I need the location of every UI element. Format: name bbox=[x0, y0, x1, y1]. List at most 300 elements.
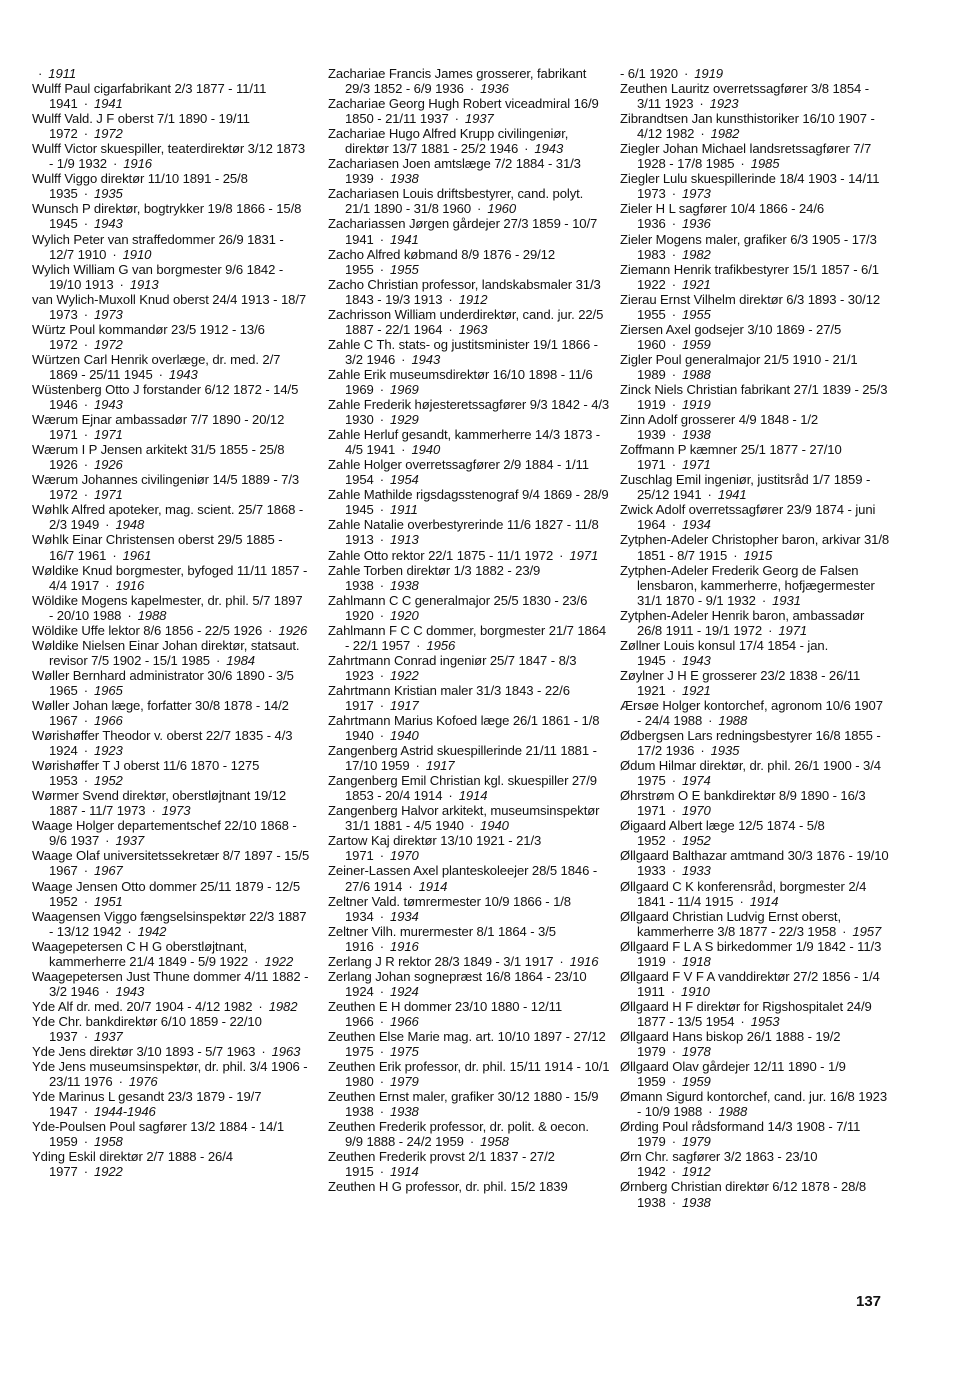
entry-year: 1910 bbox=[681, 983, 710, 999]
register-entry bbox=[32, 638, 310, 668]
separator-dot: · bbox=[105, 833, 110, 849]
entry-text: Zangenberg Emil Christian kgl. skuespiller 27/9 1853 - 20/4 1914 bbox=[328, 773, 597, 804]
register-entry bbox=[32, 1119, 310, 1149]
entry-text: Zeuthen H G professor, dr. phil. 15/2 1839 bbox=[328, 1179, 568, 1195]
register-entry bbox=[328, 367, 610, 397]
entry-text: Zeiner-Lassen Axel planteskoleejer 28/5 1846 - 27/6 1914 bbox=[328, 863, 598, 894]
entry-text: Ømann Sigurd kontorchef, cand. jur. 16/8 1923 - 10/9 1988 bbox=[620, 1089, 888, 1120]
register-entry bbox=[620, 66, 890, 81]
separator-dot: · bbox=[83, 126, 88, 142]
entry-text: Zahle C Th. stats- og justitsminister 19/1 1866 - 3/2 1946 bbox=[328, 336, 598, 367]
entry-year: 1943 bbox=[94, 216, 123, 232]
register-entry bbox=[328, 1179, 610, 1194]
register-entry bbox=[328, 999, 610, 1029]
register-entry bbox=[32, 141, 310, 171]
entry-text: Zahrtmann Conrad ingeniør 25/7 1847 - 8/3 1923 bbox=[328, 652, 577, 683]
entry-year: 1943 bbox=[534, 141, 564, 157]
register-entry bbox=[328, 743, 610, 773]
entry-year: 1940 bbox=[480, 818, 509, 834]
entry-year: 1924 bbox=[390, 983, 419, 999]
separator-dot: · bbox=[671, 1044, 676, 1060]
register-entry bbox=[328, 969, 610, 999]
register-entry bbox=[32, 788, 310, 818]
entry-text: Zachariassen Jørgen gårdejer 27/3 1859 - 10/7 1941 bbox=[328, 216, 598, 247]
entry-text: Wøhlk Einar Christensen oberst 29/5 1885 - 16/7 1961 bbox=[32, 532, 283, 563]
register-entry bbox=[32, 909, 310, 939]
register-entry bbox=[328, 247, 610, 277]
separator-dot: · bbox=[671, 833, 676, 849]
entry-text: Zahlmann C C generalmajor 25/5 1830 - 23/6 1920 bbox=[328, 592, 588, 623]
register-entry bbox=[328, 954, 610, 969]
register-entry bbox=[32, 111, 310, 141]
separator-dot: · bbox=[699, 96, 704, 112]
separator-dot: · bbox=[379, 502, 384, 518]
register-entry bbox=[328, 66, 610, 96]
register-entry bbox=[620, 818, 890, 848]
register-entry bbox=[620, 698, 890, 728]
entry-text: van Wylich-Muxoll Knud oberst 24/4 1913 - 18/7 1973 bbox=[32, 291, 307, 322]
entry-text: Zeuthen E H dommer 23/10 1880 - 12/11 1966 bbox=[328, 998, 563, 1029]
entry-text: Zacho Alfred købmand 8/9 1876 - 29/12 1955 bbox=[328, 246, 556, 277]
separator-dot: · bbox=[379, 171, 384, 187]
separator-dot: · bbox=[379, 1164, 384, 1180]
entry-year: 1934 bbox=[390, 908, 419, 924]
entry-text: Zahle Frederik højesteretssagfører 9/3 1842 - 4/3 1930 bbox=[328, 397, 610, 428]
entry-year: 1914 bbox=[390, 1164, 419, 1180]
separator-dot: · bbox=[379, 1013, 384, 1029]
entry-text: Waage Holger departementschef 22/10 1868 - 9/6 1937 bbox=[32, 818, 297, 849]
separator-dot: · bbox=[379, 1074, 384, 1090]
entry-text: Wulff Viggo direktør 11/10 1891 - 25/8 1935 bbox=[32, 171, 248, 202]
entry-year: 1929 bbox=[390, 412, 419, 428]
register-entry bbox=[328, 277, 610, 307]
entry-year: 1922 bbox=[264, 953, 294, 969]
register-entry bbox=[328, 683, 610, 713]
entry-text: Zahle Erik museumsdirektør 16/10 1898 - 11/6 1969 bbox=[328, 366, 593, 397]
register-entry bbox=[328, 863, 610, 893]
separator-dot: · bbox=[761, 592, 767, 608]
register-entry bbox=[620, 1149, 890, 1179]
register-entry bbox=[620, 412, 890, 442]
entry-text: Øllgaard Christian Ludvig Ernst oberst, kammerherre 3/8 1877 - 22/3 1958 bbox=[620, 908, 841, 939]
entry-year: 1966 bbox=[94, 713, 123, 729]
entry-text: Wørmer Svend direktør, oberstløjtnant 19/12 1887 - 11/7 1973 bbox=[32, 788, 287, 819]
separator-dot: · bbox=[671, 517, 676, 533]
column-3 bbox=[620, 66, 890, 1210]
separator-dot: · bbox=[768, 622, 773, 638]
separator-dot: · bbox=[379, 381, 384, 397]
separator-dot: · bbox=[379, 412, 384, 428]
register-entry bbox=[328, 96, 610, 126]
separator-dot: · bbox=[151, 803, 156, 819]
entry-text: Zwick Adolf overretssagfører 23/9 1874 - juni 1964 bbox=[620, 502, 876, 533]
entry-text: Ærsøe Holger kontorchef, agronom 10/6 1907 - 24/4 1988 bbox=[620, 697, 883, 729]
entry-text: Øllgaard C K konferensråd, borgmester 2/4 1841 - 11/4 1915 bbox=[620, 878, 867, 909]
entry-year: 1944-1946 bbox=[94, 1104, 156, 1120]
entry-text: Yde Alf dr. med. 20/7 1904 - 4/12 1982 bbox=[32, 998, 253, 1014]
entry-year: 1954 bbox=[390, 472, 419, 488]
entry-year: 1972 bbox=[94, 126, 123, 142]
entry-year: 1937 bbox=[115, 833, 145, 849]
entry-text: Waagepetersen Just Thune dommer 4/11 1882 - 3/2 1946 bbox=[32, 968, 309, 999]
register-entry bbox=[620, 442, 890, 472]
register-entry bbox=[620, 909, 890, 939]
register-entry bbox=[328, 653, 610, 683]
entry-year: 1963 bbox=[271, 1044, 301, 1060]
separator-dot: · bbox=[379, 1044, 384, 1060]
separator-dot: · bbox=[469, 1134, 475, 1150]
entry-year: 1943 bbox=[168, 366, 198, 382]
entry-text: Zeuthen Erik professor, dr. phil. 15/11 1914 - 10/1 1980 bbox=[328, 1059, 610, 1090]
separator-dot: · bbox=[83, 487, 88, 503]
entry-year: 1942 bbox=[137, 923, 167, 939]
entry-year: 1956 bbox=[426, 637, 456, 653]
separator-dot: · bbox=[379, 261, 384, 277]
register-entry bbox=[32, 66, 310, 81]
register-entry bbox=[32, 593, 310, 623]
page-number: 137 bbox=[856, 1293, 882, 1310]
entry-year: 1918 bbox=[682, 953, 711, 969]
entry-text: Waage Jensen Otto dommer 25/11 1879 - 12/5 1952 bbox=[32, 878, 301, 909]
entry-year: 1936 bbox=[682, 216, 711, 232]
entry-year: 1971 bbox=[94, 427, 123, 443]
register-entry bbox=[32, 728, 310, 758]
separator-dot: · bbox=[683, 66, 689, 81]
entry-year: 1960 bbox=[487, 201, 517, 217]
separator-dot: · bbox=[671, 1074, 676, 1090]
entry-text: Yde Chr. bankdirektør 6/10 1859 - 22/10 1937 bbox=[32, 1013, 262, 1044]
register-entry bbox=[32, 563, 310, 593]
entry-year: 1917 bbox=[425, 758, 455, 774]
entry-text: Zytphen-Adeler Christopher baron, arkivar 31/8 1851 - 8/7 1915 bbox=[620, 532, 890, 563]
register-entry bbox=[620, 1029, 890, 1059]
separator-dot: · bbox=[671, 427, 676, 443]
register-entry bbox=[620, 1059, 890, 1089]
entry-year: 1911 bbox=[390, 502, 418, 518]
entry-text: Øllgaard F V F A vanddirektør 27/2 1856 - 1/4 1911 bbox=[620, 968, 880, 999]
entry-text: Wöldike Uffe lektor 8/6 1856 - 22/5 1926 bbox=[32, 622, 263, 638]
entry-text: Zacho Christian professor, landskabsmaler 31/3 1843 - 19/3 1913 bbox=[328, 276, 601, 307]
separator-dot: · bbox=[448, 291, 453, 307]
separator-dot: · bbox=[416, 637, 421, 653]
separator-dot: · bbox=[254, 953, 259, 969]
entry-year: 1952 bbox=[682, 833, 711, 849]
entry-year: 1955 bbox=[390, 261, 419, 277]
entry-text: Zoffmann P kæmner 25/1 1877 - 27/10 1971 bbox=[620, 442, 842, 473]
entry-year: 1965 bbox=[94, 682, 123, 698]
entry-text: Wunsch P direktør, bogtrykker 19/8 1866 - 15/8 1945 bbox=[32, 201, 302, 232]
separator-dot: · bbox=[469, 81, 475, 97]
register-entry bbox=[620, 638, 890, 668]
separator-dot: · bbox=[379, 1104, 384, 1120]
separator-dot: · bbox=[379, 908, 384, 924]
separator-dot: · bbox=[671, 953, 676, 969]
entry-text: Wøller Johan læge, forfatter 30/8 1878 - 14/2 1967 bbox=[32, 697, 289, 729]
separator-dot: · bbox=[733, 547, 738, 563]
separator-dot: · bbox=[379, 607, 384, 623]
entry-year: 1910 bbox=[122, 246, 152, 262]
entry-year: 1975 bbox=[390, 1044, 419, 1060]
separator-dot: · bbox=[700, 126, 705, 142]
entry-text: Øllgaard Hans biskop 26/1 1888 - 19/2 1979 bbox=[620, 1029, 841, 1060]
separator-dot: · bbox=[448, 788, 453, 804]
entry-year: 1971 bbox=[778, 622, 808, 638]
register-entry bbox=[620, 1089, 890, 1119]
register-entry bbox=[32, 758, 310, 788]
register-entry bbox=[32, 81, 310, 111]
entry-text: Wærum Ejnar ambassadør 7/7 1890 - 20/12 1971 bbox=[32, 412, 285, 443]
register-entry bbox=[32, 623, 310, 638]
column-1 bbox=[32, 66, 310, 1179]
separator-dot: · bbox=[671, 366, 676, 382]
separator-dot: · bbox=[83, 397, 88, 413]
entry-text: Zahrtmann Kristian maler 31/3 1843 - 22/6 1917 bbox=[328, 682, 570, 713]
entry-text: Zartow Kaj direktør 13/10 1921 - 21/3 1971 bbox=[328, 833, 542, 864]
entry-text: Zachariae Hugo Alfred Krupp civilingeniør, direktør 13/7 1881 - 25/2 1946 bbox=[328, 126, 569, 157]
register-entry bbox=[32, 442, 310, 472]
entry-text: Ørn Chr. sagfører 3/2 1863 - 23/10 1942 bbox=[620, 1149, 818, 1180]
register-entry bbox=[32, 969, 310, 999]
entry-year: 1988 bbox=[137, 607, 167, 623]
separator-dot: · bbox=[83, 743, 88, 759]
entry-text: Zytphen-Adeler Henrik baron, ambassadør 26/8 1911 - 19/1 1972 bbox=[620, 607, 865, 638]
entry-text: Zerlang Johan sognepræst 16/8 1864 - 23/10 1924 bbox=[328, 968, 587, 999]
register-entry bbox=[32, 848, 310, 878]
separator-dot: · bbox=[83, 457, 88, 473]
entry-year: 1943 bbox=[682, 652, 711, 668]
entry-year: 1958 bbox=[480, 1134, 509, 1150]
entry-year: 1971 bbox=[682, 457, 711, 473]
entry-year: 1969 bbox=[390, 381, 419, 397]
entry-year: 1917 bbox=[390, 697, 419, 713]
entry-text: Zøllner Louis konsul 17/4 1854 - jan. 1945 bbox=[620, 637, 829, 668]
entry-text: Øhrstrøm O E bankdirektør 8/9 1890 - 16/3 1971 bbox=[620, 788, 866, 819]
separator-dot: · bbox=[83, 773, 88, 789]
separator-dot: · bbox=[671, 652, 676, 668]
entry-year: 1938 bbox=[390, 171, 419, 187]
entry-year: 1970 bbox=[390, 848, 419, 864]
separator-dot: · bbox=[379, 667, 384, 683]
entry-year: 1943 bbox=[411, 351, 441, 367]
entry-year: 1926 bbox=[94, 457, 123, 473]
entry-year: 1979 bbox=[390, 1074, 419, 1090]
register-entry bbox=[32, 999, 310, 1014]
entry-text: Waage Olaf universitetssekretær 8/7 1897 - 15/5 1967 bbox=[32, 848, 310, 879]
entry-text: Ørding Poul rådsformand 14/3 1908 - 7/11 1979 bbox=[620, 1119, 861, 1150]
entry-text: Zieler Mogens maler, grafiker 6/3 1905 - 17/3 1983 bbox=[620, 231, 877, 262]
separator-dot: · bbox=[83, 186, 88, 202]
entry-year: 1943 bbox=[94, 397, 123, 413]
entry-year: 1957 bbox=[852, 923, 882, 939]
separator-dot: · bbox=[670, 983, 676, 999]
entry-year: 1915 bbox=[743, 547, 773, 563]
separator-dot: · bbox=[408, 878, 413, 894]
separator-dot: · bbox=[448, 321, 453, 337]
register-entry bbox=[32, 171, 310, 201]
entry-text: Zahrtmann Marius Kofoed læge 26/1 1861 - 1/8 1940 bbox=[328, 713, 600, 744]
entry-year: 1967 bbox=[94, 863, 123, 879]
entry-year: 1938 bbox=[682, 1194, 711, 1210]
entry-year: 1982 bbox=[710, 126, 740, 142]
entry-year: 1936 bbox=[480, 81, 509, 97]
entry-text: Wøller Bernhard administrator 30/6 1890 - 3/5 1965 bbox=[32, 667, 294, 698]
entry-text: Zerlang J R rektor 28/3 1849 - 3/1 1917 bbox=[328, 953, 554, 969]
register-entry bbox=[328, 593, 610, 623]
entry-text: Zeltner Vilh. murermester 8/1 1864 - 3/5 1916 bbox=[328, 923, 556, 954]
entry-year: 1934 bbox=[682, 517, 711, 533]
register-entry bbox=[32, 818, 310, 848]
register-entry bbox=[32, 472, 310, 502]
separator-dot: · bbox=[401, 351, 406, 367]
register-entry bbox=[620, 758, 890, 788]
entry-year: 1940 bbox=[411, 442, 441, 458]
separator-dot: · bbox=[469, 818, 475, 834]
entry-text: Zeuthen Frederik provst 2/1 1837 - 27/2 1915 bbox=[328, 1149, 555, 1180]
entry-text: Zangenberg Halvor arkitekt, museumsinspektør 31/1 1881 - 4/5 1940 bbox=[328, 803, 600, 834]
entry-text: Ørnberg Christian direktør 6/12 1878 - 28/8 1938 bbox=[620, 1179, 867, 1210]
separator-dot: · bbox=[83, 427, 88, 443]
entry-text: Wørishøffer Theodor v. oberst 22/7 1835 - 4/3 1924 bbox=[32, 728, 293, 759]
entry-text: Yde Jens direktør 3/10 1893 - 5/7 1963 bbox=[32, 1044, 256, 1060]
entry-year: 1916 bbox=[569, 953, 599, 969]
entry-year: 1985 bbox=[750, 156, 780, 172]
separator-dot: · bbox=[127, 923, 132, 939]
register-entry bbox=[328, 1059, 610, 1089]
entry-year: 1976 bbox=[128, 1074, 158, 1090]
entry-text: Ziegler Lulu skuespillerinde 18/4 1903 - 14/11 1973 bbox=[620, 171, 880, 202]
entry-text: Wøldike Nielsen Einar Johan direktør, statsaut. revisor 7/5 1902 - 15/1 1985 bbox=[32, 637, 300, 668]
entry-text: Zachariasen Joen amtslæge 7/2 1884 - 31/3 1939 bbox=[328, 156, 581, 187]
register-entry bbox=[620, 1179, 890, 1209]
entry-year: 1988 bbox=[718, 713, 748, 729]
separator-dot: · bbox=[700, 743, 705, 759]
register-entry bbox=[328, 773, 610, 803]
register-entry bbox=[620, 563, 890, 608]
entry-text: Zachariasen Louis driftsbestyrer, cand. polyt. 21/1 1890 - 31/8 1960 bbox=[328, 186, 584, 217]
entry-year: 1971 bbox=[94, 487, 123, 503]
separator-dot: · bbox=[671, 1164, 676, 1180]
entry-year: 1922 bbox=[390, 667, 419, 683]
entry-year: 1937 bbox=[464, 111, 494, 127]
register-entry bbox=[328, 427, 610, 457]
register-entry bbox=[32, 1089, 310, 1119]
entry-text: Zahle Natalie overbestyrerinde 11/6 1827 - 11/8 1913 bbox=[328, 517, 599, 548]
register-entry bbox=[32, 412, 310, 442]
separator-dot: · bbox=[83, 96, 88, 112]
separator-dot: · bbox=[105, 517, 110, 533]
separator-dot: · bbox=[105, 577, 110, 593]
entry-year: 1914 bbox=[749, 893, 779, 909]
separator-dot: · bbox=[258, 998, 263, 1014]
entry-year: 1948 bbox=[115, 517, 145, 533]
register-entry bbox=[32, 1044, 310, 1059]
entry-year: 1979 bbox=[682, 1134, 711, 1150]
entry-year: 1973 bbox=[161, 803, 191, 819]
register-entry bbox=[32, 698, 310, 728]
entry-year: 1923 bbox=[709, 96, 739, 112]
register-entry bbox=[328, 216, 610, 246]
register-entry bbox=[328, 924, 610, 954]
entry-year: 1959 bbox=[682, 1074, 711, 1090]
register-entry bbox=[620, 111, 890, 141]
entry-text: Zeuthen Frederik professor, dr. polit. & oecon. 9/9 1888 - 24/2 1959 bbox=[328, 1119, 589, 1150]
separator-dot: · bbox=[671, 306, 676, 322]
separator-dot: · bbox=[671, 397, 676, 413]
entry-year: 1982 bbox=[268, 998, 298, 1014]
entry-year: 1920 bbox=[390, 607, 419, 623]
entry-text: Øllgaard F L A S birkedommer 1/9 1842 - 11/3 1919 bbox=[620, 938, 882, 969]
entry-text: Øllgaard Balthazar amtmand 30/3 1876 - 19/10 1933 bbox=[620, 848, 889, 879]
entry-text: Zeltner Vald. tømrermester 10/9 1866 - 1/8 1934 bbox=[328, 893, 571, 924]
register-entry bbox=[32, 1014, 310, 1044]
entry-year: 1966 bbox=[390, 1013, 419, 1029]
entry-text: Wulff Paul cigarfabrikant 2/3 1877 - 11/11 1941 bbox=[32, 81, 267, 112]
register-entry bbox=[620, 262, 890, 292]
entry-text: Zachariae Georg Hugh Robert viceadmiral 16/9 1850 - 21/11 1937 bbox=[328, 96, 599, 127]
entry-year: 1953 bbox=[750, 1013, 780, 1029]
register-entry bbox=[328, 713, 610, 743]
register-entry bbox=[328, 1119, 610, 1149]
column-2 bbox=[328, 66, 610, 1195]
separator-dot: · bbox=[83, 1164, 88, 1180]
register-entry bbox=[620, 141, 890, 171]
register-entry bbox=[328, 156, 610, 186]
entry-year: 1988 bbox=[718, 1104, 748, 1120]
entry-text: Wylich Peter van straffedommer 26/9 1831 - 12/7 1910 bbox=[32, 231, 284, 262]
entry-year: 1974 bbox=[682, 773, 711, 789]
register-entry bbox=[328, 623, 610, 653]
entry-year: 1959 bbox=[682, 336, 711, 352]
separator-dot: · bbox=[379, 728, 384, 744]
separator-dot: · bbox=[740, 156, 745, 172]
register-entry bbox=[328, 517, 610, 547]
register-entry bbox=[32, 232, 310, 262]
entry-year: 1919 bbox=[694, 66, 723, 81]
entry-year: 1913 bbox=[129, 276, 159, 292]
register-entry bbox=[328, 397, 610, 427]
register-entry bbox=[620, 879, 890, 909]
register-entry bbox=[32, 879, 310, 909]
register-entry bbox=[620, 232, 890, 262]
entry-year: 1952 bbox=[94, 773, 123, 789]
separator-dot: · bbox=[379, 697, 384, 713]
register-entry bbox=[620, 472, 890, 502]
entry-text: Wørishøffer T J oberst 11/6 1870 - 1275 1953 bbox=[32, 758, 260, 789]
entry-year: 1938 bbox=[682, 427, 711, 443]
entry-text: Würtzen Carl Henrik overlæge, dr. med. 2/7 1869 - 25/11 1945 bbox=[32, 351, 281, 382]
register-entry bbox=[328, 548, 610, 563]
separator-dot: · bbox=[671, 457, 676, 473]
register-entry bbox=[620, 171, 890, 201]
separator-dot: · bbox=[559, 547, 564, 563]
entry-text: Ødum Hilmar direktør, dr. phil. 26/1 1900 - 3/4 1975 bbox=[620, 758, 881, 789]
separator-dot: · bbox=[112, 246, 117, 262]
entry-text: Wüstenberg Otto J forstander 6/12 1872 - 14/5 1946 bbox=[32, 381, 299, 413]
separator-dot: · bbox=[83, 893, 88, 909]
register-entry bbox=[328, 894, 610, 924]
entry-year: 1938 bbox=[390, 577, 419, 593]
entry-year: 1916 bbox=[123, 156, 152, 172]
separator-dot: · bbox=[671, 863, 676, 879]
entry-text: Zibrandtsen Jan kunsthistoriker 16/10 1907 - 4/12 1982 bbox=[620, 111, 875, 142]
entry-text: Ziemann Henrik trafikbestyrer 15/1 1857 - 6/1 1922 bbox=[620, 261, 879, 292]
register-entry bbox=[328, 186, 610, 216]
separator-dot: · bbox=[671, 1194, 676, 1210]
entry-year: 1984 bbox=[226, 652, 255, 668]
entry-year: 1973 bbox=[682, 186, 711, 202]
separator-dot: · bbox=[83, 682, 88, 698]
entry-text: Zierau Ernst Vilhelm direktør 6/3 1893 - 30/12 1955 bbox=[620, 291, 881, 322]
